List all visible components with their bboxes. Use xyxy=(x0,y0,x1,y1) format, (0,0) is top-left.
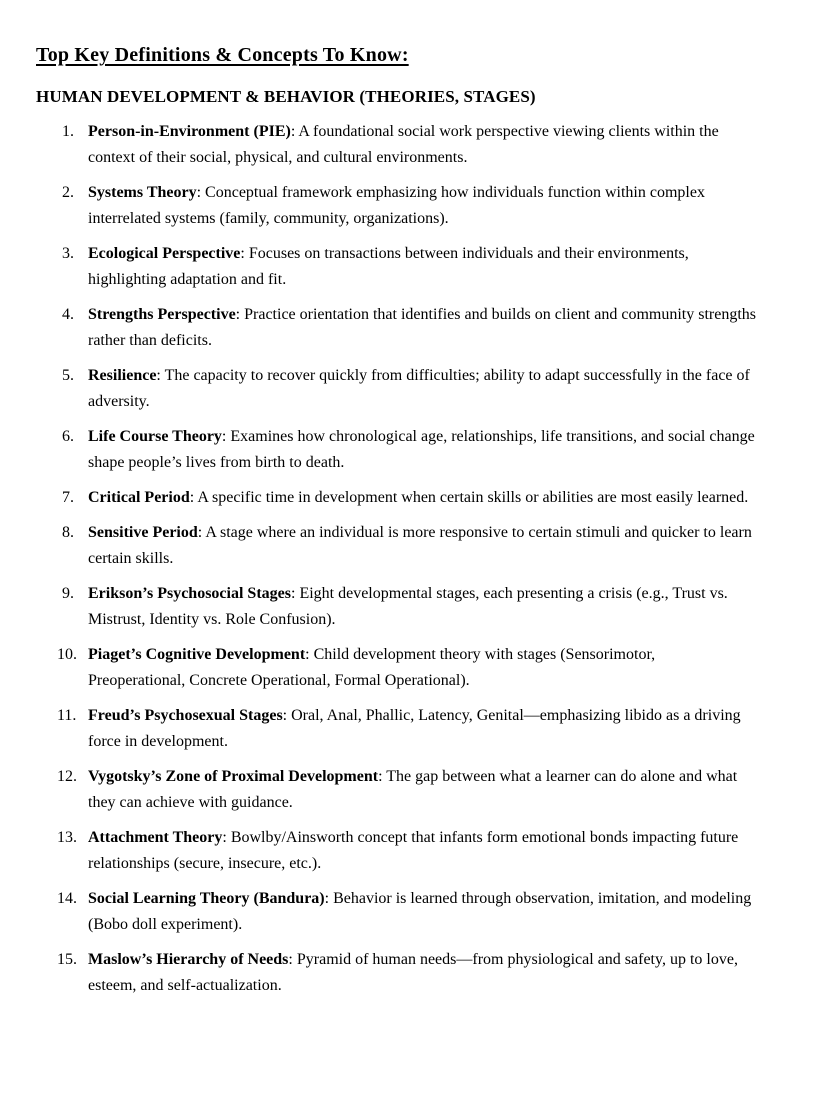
term-separator: : xyxy=(290,123,299,140)
item-number: 1. xyxy=(62,123,74,140)
item-term: Critical Period xyxy=(88,489,190,506)
item-term: Attachment Theory xyxy=(88,829,223,846)
item-term: Erikson’s Psychosocial Stages xyxy=(88,585,291,602)
item-definition: Practice orientation that identifies and builds on client and community strengths rather than deficits. xyxy=(88,306,757,349)
item-term: Strengths Perspective xyxy=(88,306,236,323)
item-term: Freud’s Psychosexual Stages xyxy=(88,707,283,724)
item-number: 4. xyxy=(62,306,74,323)
item-term: Maslow’s Hierarchy of Needs xyxy=(88,951,289,968)
list-item xyxy=(36,119,814,171)
item-definition: A specific time in development when certain skills or abilities are most easily learned. xyxy=(197,489,749,506)
item-text xyxy=(88,520,756,572)
section-heading: HUMAN DEVELOPMENT & BEHAVIOR (THEORIES, STAGES) xyxy=(36,87,536,106)
term-separator: : xyxy=(324,890,334,907)
item-term: Social Learning Theory (Bandura) xyxy=(88,890,325,907)
list-item xyxy=(36,703,814,755)
item-text xyxy=(88,886,756,938)
item-number: 2. xyxy=(62,184,74,201)
list-item xyxy=(36,947,814,999)
list-item xyxy=(36,642,814,694)
item-definition: Eight developmental stages, each presenting a crisis (e.g., Trust vs. Mistrust, Identity vs. Role Confusion). xyxy=(88,585,728,628)
item-definition: A stage where an individual is more responsive to certain stimuli and quicker to learn certain skills. xyxy=(88,524,752,567)
item-term: Person-in-Environment (PIE) xyxy=(88,123,291,140)
item-text xyxy=(88,485,756,511)
list-item xyxy=(36,520,814,572)
item-text xyxy=(88,764,756,816)
item-text xyxy=(88,180,756,232)
item-number: 9. xyxy=(62,585,74,602)
item-term: Piaget’s Cognitive Development xyxy=(88,646,306,663)
term-separator: : xyxy=(378,768,387,785)
item-text xyxy=(88,302,756,354)
list-item xyxy=(36,764,814,816)
item-definition: Bowlby/Ainsworth concept that infants form emotional bonds impacting future relationships (secure, insecure, etc.). xyxy=(88,829,739,872)
item-term: Systems Theory xyxy=(88,184,197,201)
item-definition: A foundational social work perspective viewing clients within the context of their social, physical, and cultural environments. xyxy=(88,123,719,166)
item-number: 10. xyxy=(57,646,77,663)
term-separator: : xyxy=(222,829,231,846)
item-definition: Focuses on transactions between individuals and their environments, highlighting adaptation and fit. xyxy=(88,245,689,288)
list-item xyxy=(36,825,814,877)
list-item xyxy=(36,424,814,476)
list-item xyxy=(36,241,814,293)
item-number: 15. xyxy=(57,951,77,968)
term-separator: : xyxy=(282,707,292,724)
term-separator: : xyxy=(235,306,245,323)
item-term: Life Course Theory xyxy=(88,428,222,445)
term-separator: : xyxy=(189,489,198,506)
term-separator: : xyxy=(156,367,165,384)
item-number: 13. xyxy=(57,829,77,846)
definitions-list xyxy=(36,119,814,999)
item-definition: Examines how chronological age, relationships, life transitions, and social change shape people’s lives from birth to death. xyxy=(88,428,755,471)
item-number: 3. xyxy=(62,245,74,262)
item-number: 11. xyxy=(57,707,77,724)
term-separator: : xyxy=(305,646,314,663)
list-item xyxy=(36,363,814,415)
item-text xyxy=(88,241,756,293)
item-definition: Child development theory with stages (Sensorimotor, Preoperational, Concrete Operational, Formal Operational). xyxy=(88,646,656,689)
item-term: Sensitive Period xyxy=(88,524,198,541)
item-number: 12. xyxy=(57,768,77,785)
item-definition: Oral, Anal, Phallic, Latency, Genital—emphasizing libido as a driving force in development. xyxy=(88,707,741,750)
list-item xyxy=(36,302,814,354)
item-number: 6. xyxy=(62,428,74,445)
item-text xyxy=(88,703,756,755)
page-title: Top Key Definitions & Concepts To Know: xyxy=(36,44,409,66)
term-separator: : xyxy=(196,184,206,201)
item-text xyxy=(88,825,756,877)
list-item xyxy=(36,485,814,511)
term-separator: : xyxy=(221,428,231,445)
list-item xyxy=(36,581,814,633)
item-term: Ecological Perspective xyxy=(88,245,241,262)
item-text xyxy=(88,424,756,476)
term-separator: : xyxy=(290,585,300,602)
item-term: Vygotsky’s Zone of Proximal Development xyxy=(88,768,379,785)
term-separator: : xyxy=(288,951,297,968)
item-definition: The capacity to recover quickly from difficulties; ability to adapt successfully in the face of adversity. xyxy=(88,367,750,410)
list-item xyxy=(36,886,814,938)
list-item xyxy=(36,180,814,232)
item-definition: Pyramid of human needs—from physiological and safety, up to love, esteem, and self-actualization. xyxy=(88,951,738,994)
term-separator: : xyxy=(197,524,206,541)
item-number: 14. xyxy=(57,890,77,907)
item-number: 7. xyxy=(62,489,74,506)
item-number: 5. xyxy=(62,367,74,384)
term-separator: : xyxy=(240,245,249,262)
item-number: 8. xyxy=(62,524,74,541)
item-text xyxy=(88,581,756,633)
item-text xyxy=(88,642,756,694)
item-definition: Behavior is learned through observation, imitation, and modeling (Bobo doll experiment). xyxy=(88,890,752,933)
item-text xyxy=(88,363,756,415)
item-text xyxy=(88,947,756,999)
item-term: Resilience xyxy=(88,367,157,384)
item-text xyxy=(88,119,756,171)
item-definition: Conceptual framework emphasizing how individuals function within complex interrelated systems (family, community, organizations). xyxy=(88,184,705,227)
item-definition: The gap between what a learner can do alone and what they can achieve with guidance. xyxy=(88,768,738,811)
